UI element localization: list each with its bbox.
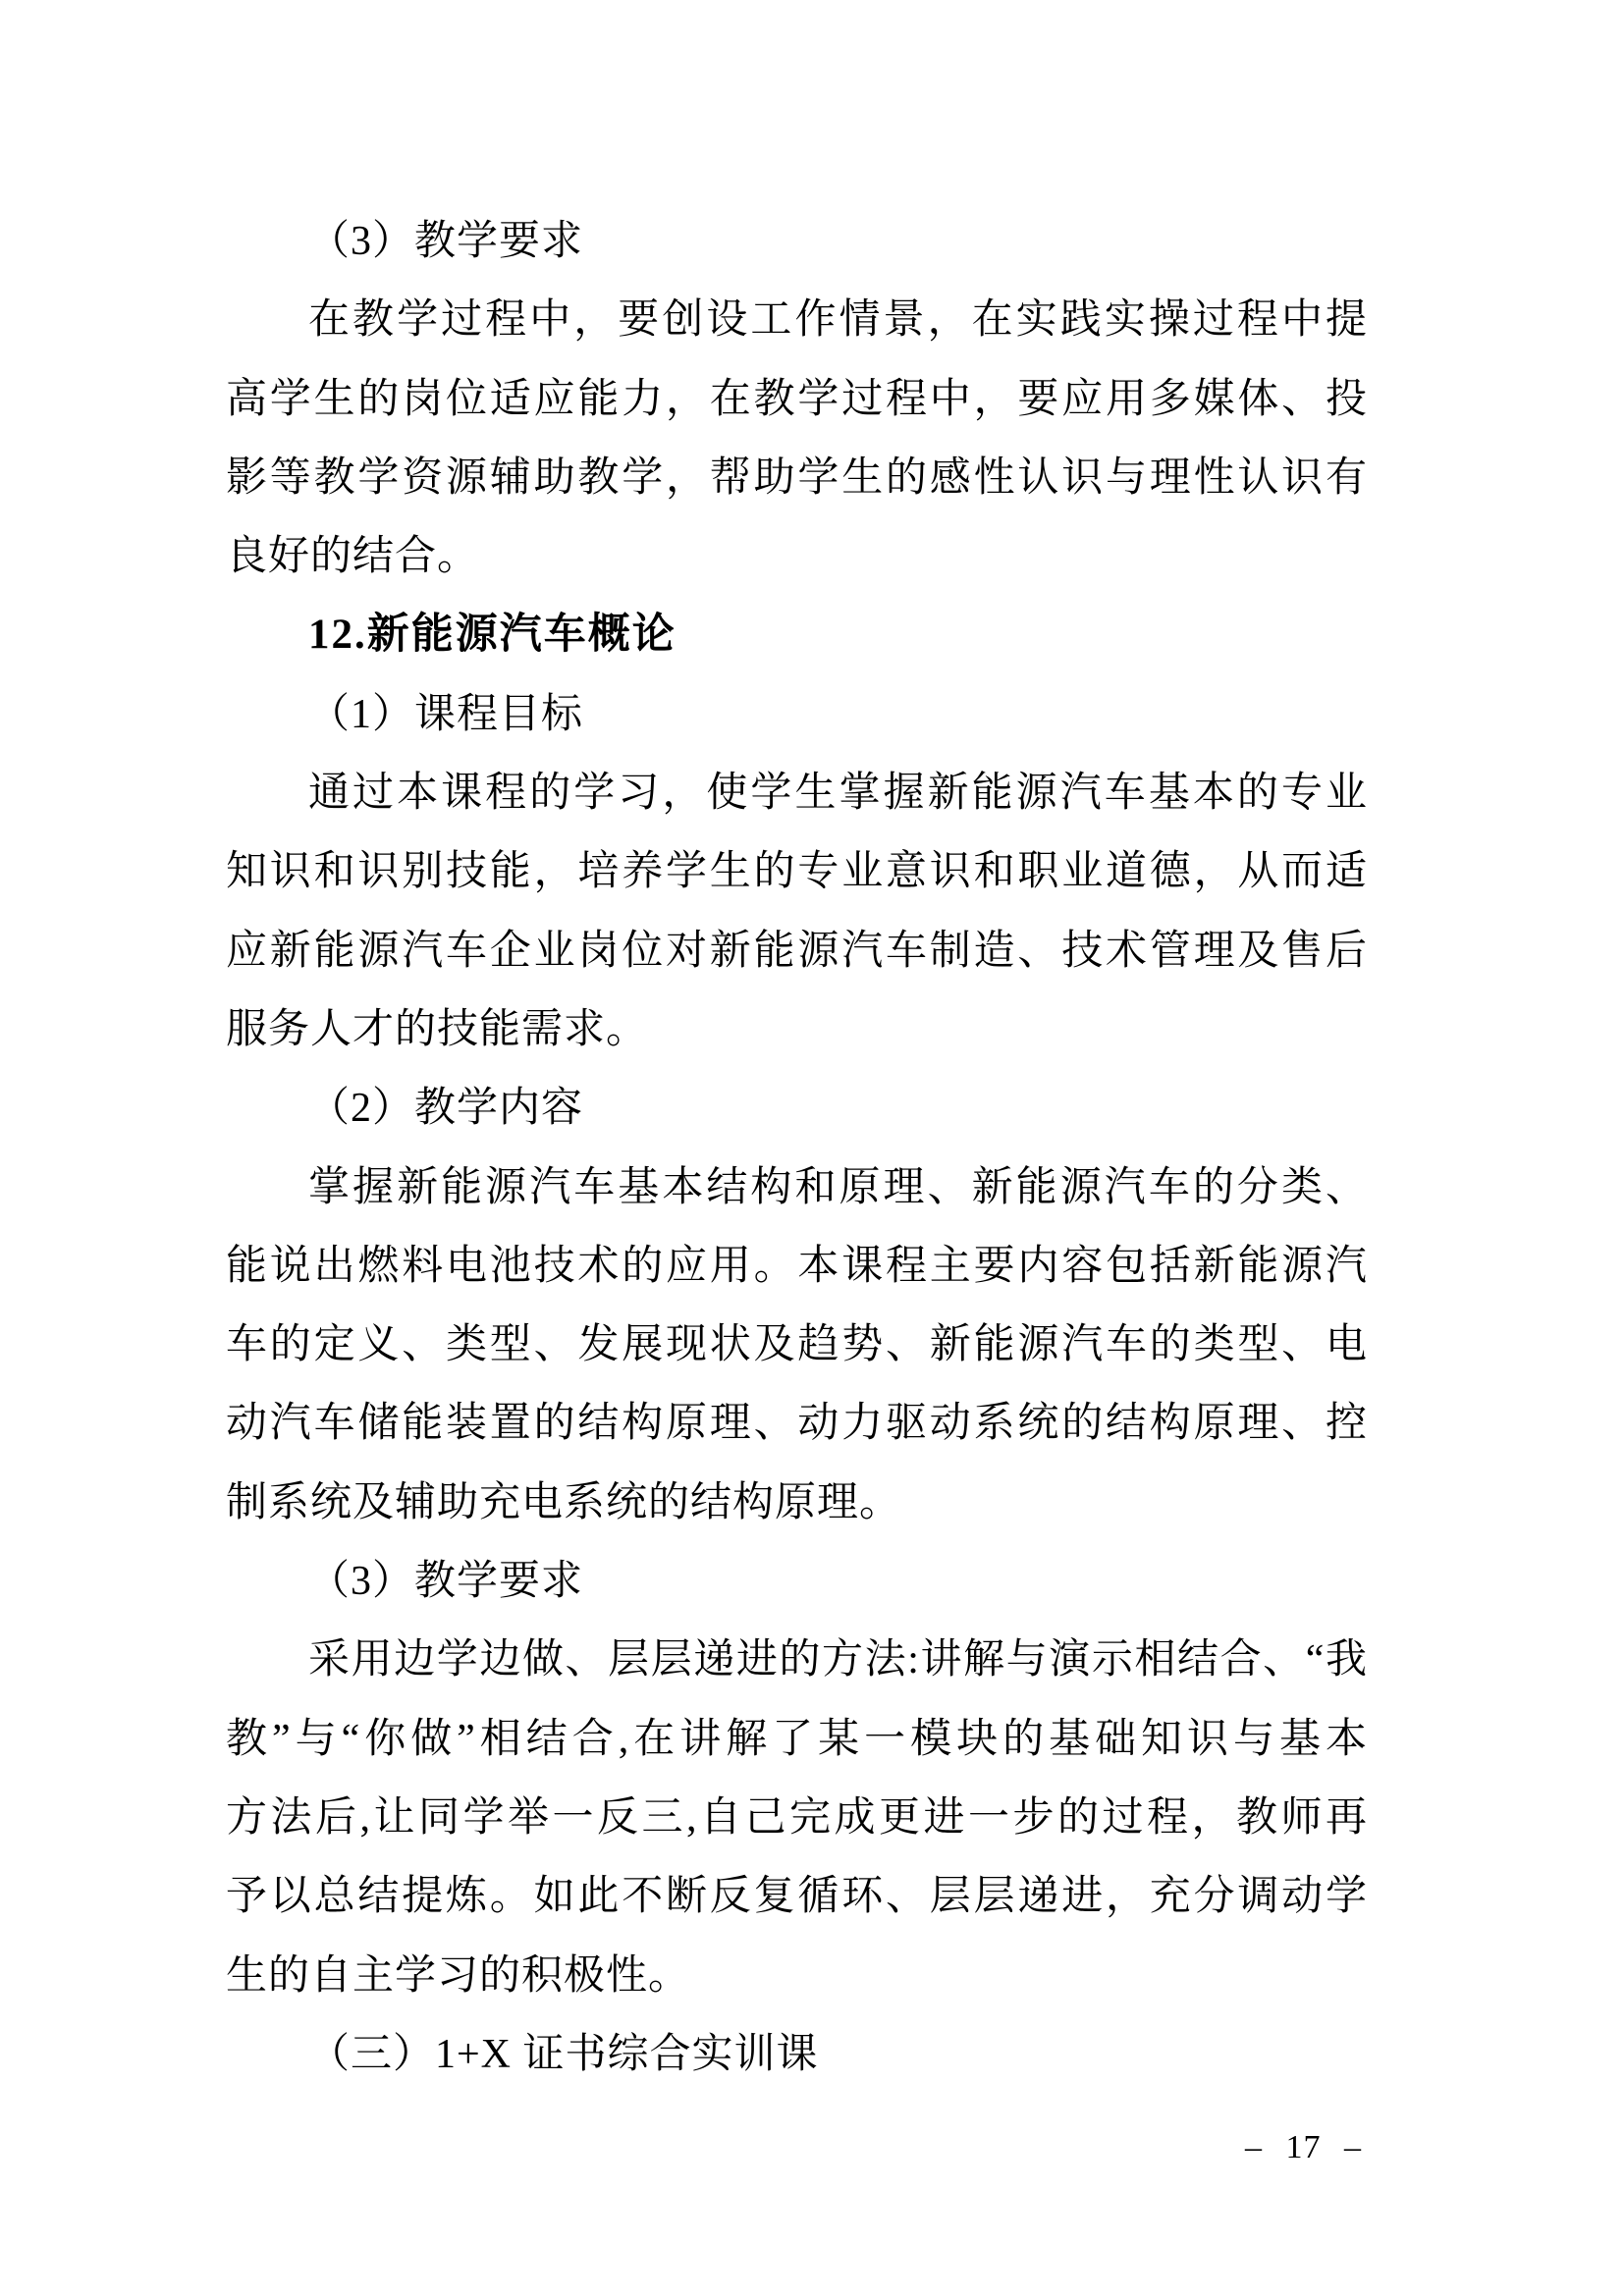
text-line: 生的自主学习的积极性。 bbox=[226, 1952, 691, 1999]
sub-heading: （3）教学要求 bbox=[308, 1559, 584, 1605]
text-line: 掌握新能源汽车基本结构和原理、新能源汽车的分类、 bbox=[308, 1164, 1367, 1210]
text-line: 高学生的岗位适应能力，在教学过程中，要应用多媒体、投 bbox=[226, 376, 1367, 422]
text-line: 服务人才的技能需求。 bbox=[226, 1006, 649, 1052]
page-number: – 17 – bbox=[1245, 2129, 1362, 2165]
text-line: 采用边学边做、层层递进的方法:讲解与演示相结合、“我 bbox=[308, 1637, 1367, 1683]
text-line: 影等教学资源辅助教学，帮助学生的感性认识与理性认识有 bbox=[226, 454, 1367, 501]
sub-heading: （2）教学内容 bbox=[308, 1086, 584, 1132]
text-line: 良好的结合。 bbox=[226, 534, 480, 580]
sub-heading: （三）1+X 证书综合实训课 bbox=[308, 2031, 819, 2077]
text-line: 车的定义、类型、发展现状及趋势、新能源汽车的类型、电 bbox=[226, 1322, 1367, 1368]
text-line: 予以总结提炼。如此不断反复循环、层层递进，充分调动学 bbox=[226, 1874, 1367, 1920]
text-line: 动汽车储能装置的结构原理、动力驱动系统的结构原理、控 bbox=[226, 1401, 1367, 1447]
text-line: 在教学过程中，要创设工作情景，在实践实操过程中提 bbox=[308, 297, 1367, 344]
text-line: 通过本课程的学习，使学生掌握新能源汽车基本的专业 bbox=[308, 771, 1367, 817]
text-line: 教”与“你做”相结合,在讲解了某一模块的基础知识与基本 bbox=[226, 1716, 1367, 1762]
text-line: 制系统及辅助充电系统的结构原理。 bbox=[226, 1479, 902, 1525]
text-line: 知识和识别技能，培养学生的专业意识和职业道德，从而适 bbox=[226, 849, 1367, 895]
section-heading: 12.新能源汽车概论 bbox=[308, 612, 677, 659]
text-line: 应新能源汽车企业岗位对新能源汽车制造、技术管理及售后 bbox=[226, 928, 1367, 974]
text-line: 方法后,让同学举一反三,自己完成更进一步的过程，教师再 bbox=[226, 1794, 1367, 1841]
document-lines bbox=[226, 202, 1367, 2094]
sub-heading: （3）教学要求 bbox=[308, 219, 584, 264]
text-line: 能说出燃料电池技术的应用。本课程主要内容包括新能源汽 bbox=[226, 1243, 1367, 1289]
sub-heading: （1）课程目标 bbox=[308, 691, 584, 737]
